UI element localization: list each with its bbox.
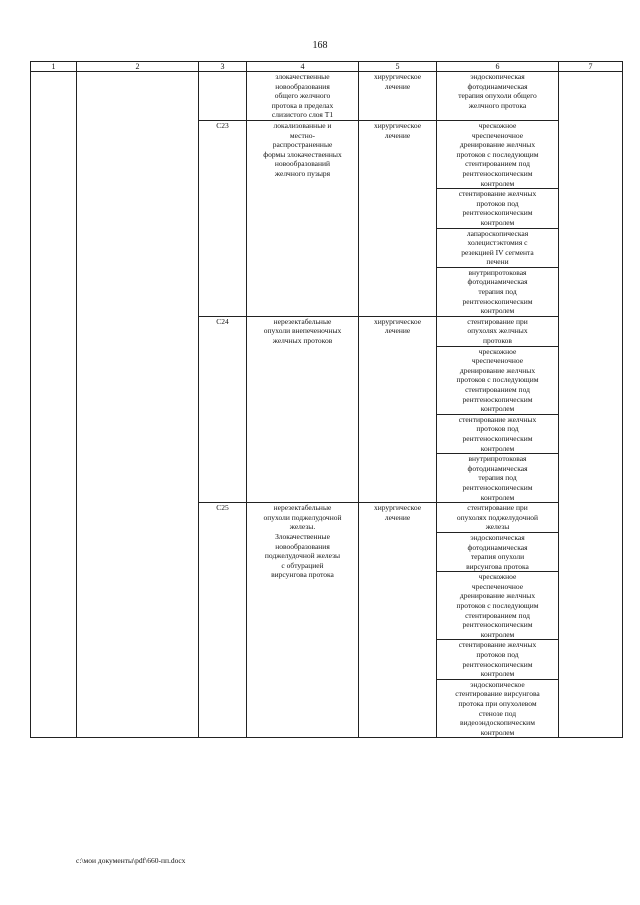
method-cell: эндоскопическое стентирование вирсунгова протока при опухолевом стенозе под видеоэндоскопическим контролем bbox=[437, 679, 559, 738]
column-7-cell bbox=[559, 72, 623, 738]
header-cell: 3 bbox=[199, 62, 247, 72]
header-cell: 4 bbox=[247, 62, 359, 72]
method-cell: чрескожное чреспеченочное дренирование желчных протоков с последующим стентированием под рентгеноскопическим контролем bbox=[437, 120, 559, 188]
treatment-cell: хирургическое лечение bbox=[359, 316, 437, 502]
method-cell: эндоскопическая фотодинамическая терапия опухоли общего желчного протока bbox=[437, 72, 559, 121]
method-cell: стентирование желчных протоков под рентгеноскопическим контролем bbox=[437, 640, 559, 679]
code-cell bbox=[199, 72, 247, 121]
header-cell: 7 bbox=[559, 62, 623, 72]
table-row bbox=[31, 72, 623, 121]
code-cell: C24 bbox=[199, 316, 247, 502]
column-2-cell bbox=[77, 72, 199, 738]
header-cell: 5 bbox=[359, 62, 437, 72]
treatment-cell: хирургическое лечение bbox=[359, 503, 437, 738]
method-cell: стентирование желчных протоков под рентгеноскопическим контролем bbox=[437, 414, 559, 453]
method-cell: чрескожное чреспеченочное дренирование желчных протоков с последующим стентированием под рентгеноскопическим контролем bbox=[437, 346, 559, 414]
method-cell: стентирование желчных протоков под рентгеноскопическим контролем bbox=[437, 189, 559, 228]
header-row bbox=[31, 62, 623, 72]
file-path-footer: c:\мои документы\pdf\660-пп.docx bbox=[76, 856, 186, 865]
diagnosis-cell: злокачественные новообразования общего желчного протока в пределах слизистого слоя T1 bbox=[247, 72, 359, 121]
code-cell: C23 bbox=[199, 120, 247, 316]
column-1-cell bbox=[31, 72, 77, 738]
method-cell: внутрипротоковая фотодинамическая терапия под рентгеноскопическим контролем bbox=[437, 454, 559, 503]
header-cell: 2 bbox=[77, 62, 199, 72]
method-cell: лапароскопическая холецистэктомия с резекцией IV сегмента печени bbox=[437, 228, 559, 267]
method-cell: стентирование при опухолях желчных протоков bbox=[437, 316, 559, 346]
header-cell: 6 bbox=[437, 62, 559, 72]
method-cell: внутрипротоковая фотодинамическая терапия под рентгеноскопическим контролем bbox=[437, 267, 559, 316]
diagnosis-cell: нерезектабельные опухоли внепеченочных желчных протоков bbox=[247, 316, 359, 502]
code-cell: C25 bbox=[199, 503, 247, 738]
method-cell: чрескожное чреспеченочное дренирование желчных протоков с последующим стентированием под рентгеноскопическим контролем bbox=[437, 572, 559, 640]
method-cell: стентирование при опухолях поджелудочной железы bbox=[437, 503, 559, 533]
procedures-table bbox=[30, 61, 623, 738]
diagnosis-cell: нерезектабельные опухоли поджелудочной железы. Злокачественные новообразования поджелудочной железы с обтурацией вирсунгова протока bbox=[247, 503, 359, 738]
diagnosis-cell: локализованные и местно- распространенные формы злокачественных новообразований желчного пузыря bbox=[247, 120, 359, 316]
header-cell: 1 bbox=[31, 62, 77, 72]
treatment-cell: хирургическое лечение bbox=[359, 120, 437, 316]
method-cell: эндоскопическая фотодинамическая терапия опухоли вирсунгова протока bbox=[437, 532, 559, 571]
page-number: 168 bbox=[312, 40, 328, 51]
treatment-cell: хирургическое лечение bbox=[359, 72, 437, 121]
